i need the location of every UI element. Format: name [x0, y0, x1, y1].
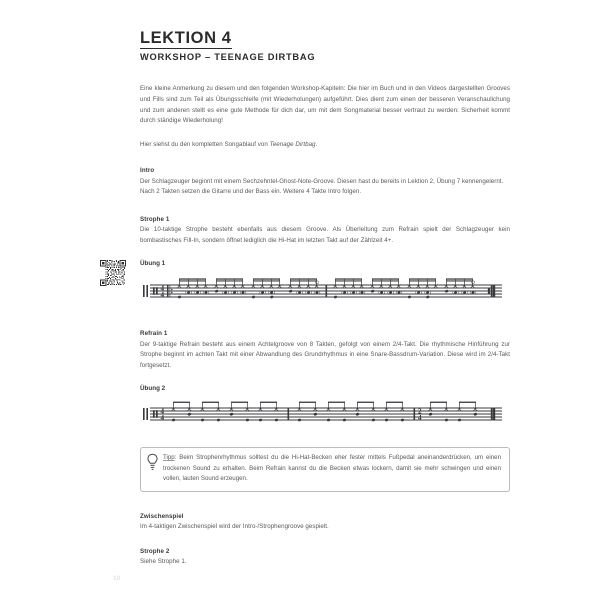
section-heading-refrain-1: Refrain 1	[140, 330, 168, 338]
lightbulb-icon	[146, 453, 159, 472]
tip-text	[163, 453, 501, 485]
tip-body: Beim Strophenrhythmus solltest du die Hi-Hat-Becken eher fester mittels Fußpedal aneinanderdrücken, um einen trockenen Sound zu erhalten. Beim Refrain kannst du die Becken etwas lockern, damit sie mehr schwingen und einen vollen, lauten Sound erzeugen.	[163, 454, 501, 483]
section-paragraph: Im 4-taktigen Zwischenspiel wird der Intro-/Strophengroove gespielt.	[140, 523, 329, 531]
section-refrain-1	[140, 329, 510, 371]
section-intro	[140, 166, 510, 197]
section-heading-strophe-2: Strophe 2	[140, 547, 170, 555]
exercise-uebung-1	[140, 260, 510, 309]
section-paragraph: Nach 2 Takten setzen die Gitarre und der Bass ein. Weitere 4 Takte Intro folgen.	[140, 188, 362, 196]
section-paragraph: Die 10-taktige Strophe besteht ebenfalls aus diesem Groove. Als Überleitung zum Refrain spielt der Schlagzeuger kein bombastisches Fill-In, sondern öffnet lediglich die Hi-Hat im letzten Takt auf der Zählzeit 4+.	[140, 226, 510, 244]
exercise-uebung-2	[140, 385, 510, 430]
svg-text:4: 4	[160, 291, 165, 300]
section-heading-intro: Intro	[140, 167, 155, 175]
svg-text:4: 4	[160, 284, 165, 293]
tip-box	[140, 447, 510, 492]
qr-code[interactable]	[100, 260, 126, 286]
section-paragraph: Der 9-taktige Refrain besteht aus einem Achtelgroove von 8 Takten, gefolgt von einem 2/4-Takt. Die rhythmische Hinführung zur Strophe beginnt im achten Takt mit einer Abwandlung des Grundrhythmus in eine Snare-Bassdrum-Variation. Diese wird im 2/4-Takt fortgesetzt.	[140, 340, 510, 369]
intro-paragraph: Eine kleine Anmerkung zu diesem und den folgenden Workshop-Kapiteln: Die hier im Buch und in den Videos dargestellten Grooves und Fills sind zum Teil als Übungsschleife (mit Wiederholungen) aufgeführt. Dies dient zum einen der besseren Veranschaulichung und zum anderen stellt es eine gute Methode für dich dar, um mit dem Songmaterial besser vertraut zu werden: Sicherheit kommt durch ständige Wiederholung!	[140, 85, 510, 125]
page-number: 10	[113, 575, 121, 582]
qr-code-graphic	[100, 260, 126, 286]
song-title: Teenage Dirtbag	[269, 140, 316, 148]
songablauf-line	[140, 140, 510, 151]
notation-sixteenth-groove	[140, 271, 510, 305]
section-strophe-1	[140, 215, 510, 246]
section-zwischenspiel	[140, 512, 510, 533]
tip-keyword: Tipp	[163, 454, 175, 462]
time-signature-change-denominator: 4	[418, 414, 422, 423]
music-staff-2	[140, 396, 510, 430]
section-paragraph: Siehe Strophe 1.	[140, 558, 187, 566]
music-staff-1	[140, 271, 510, 309]
page-content	[140, 30, 510, 568]
exercise-label: Übung 1	[140, 260, 166, 268]
page-subtitle: WORKSHOP – TEENAGE DIRTBAG	[140, 52, 316, 63]
svg-text:4: 4	[160, 414, 165, 423]
notation-eighth-groove	[140, 396, 510, 428]
section-paragraph: Der Schlagzeuger beginnt mit einem Sechzehntel-Ghost-Note-Groove. Diesen hast du bereits in Lektion 2, Übung 7 kennengelernt.	[140, 177, 504, 185]
tip-separator: :	[174, 454, 180, 462]
page-title: LEKTION 4	[140, 30, 232, 49]
songablauf-suffix: .	[315, 140, 318, 148]
section-strophe-2	[140, 547, 510, 568]
time-signature-change-numerator: 2	[418, 407, 422, 416]
exercise-label: Übung 2	[140, 385, 166, 393]
songablauf-prefix: Hier siehst du den kompletten Songablauf von	[140, 140, 270, 148]
section-heading-strophe-1: Strophe 1	[140, 215, 170, 223]
section-heading-zwischenspiel: Zwischenspiel	[140, 513, 184, 521]
svg-text:4: 4	[160, 407, 165, 416]
